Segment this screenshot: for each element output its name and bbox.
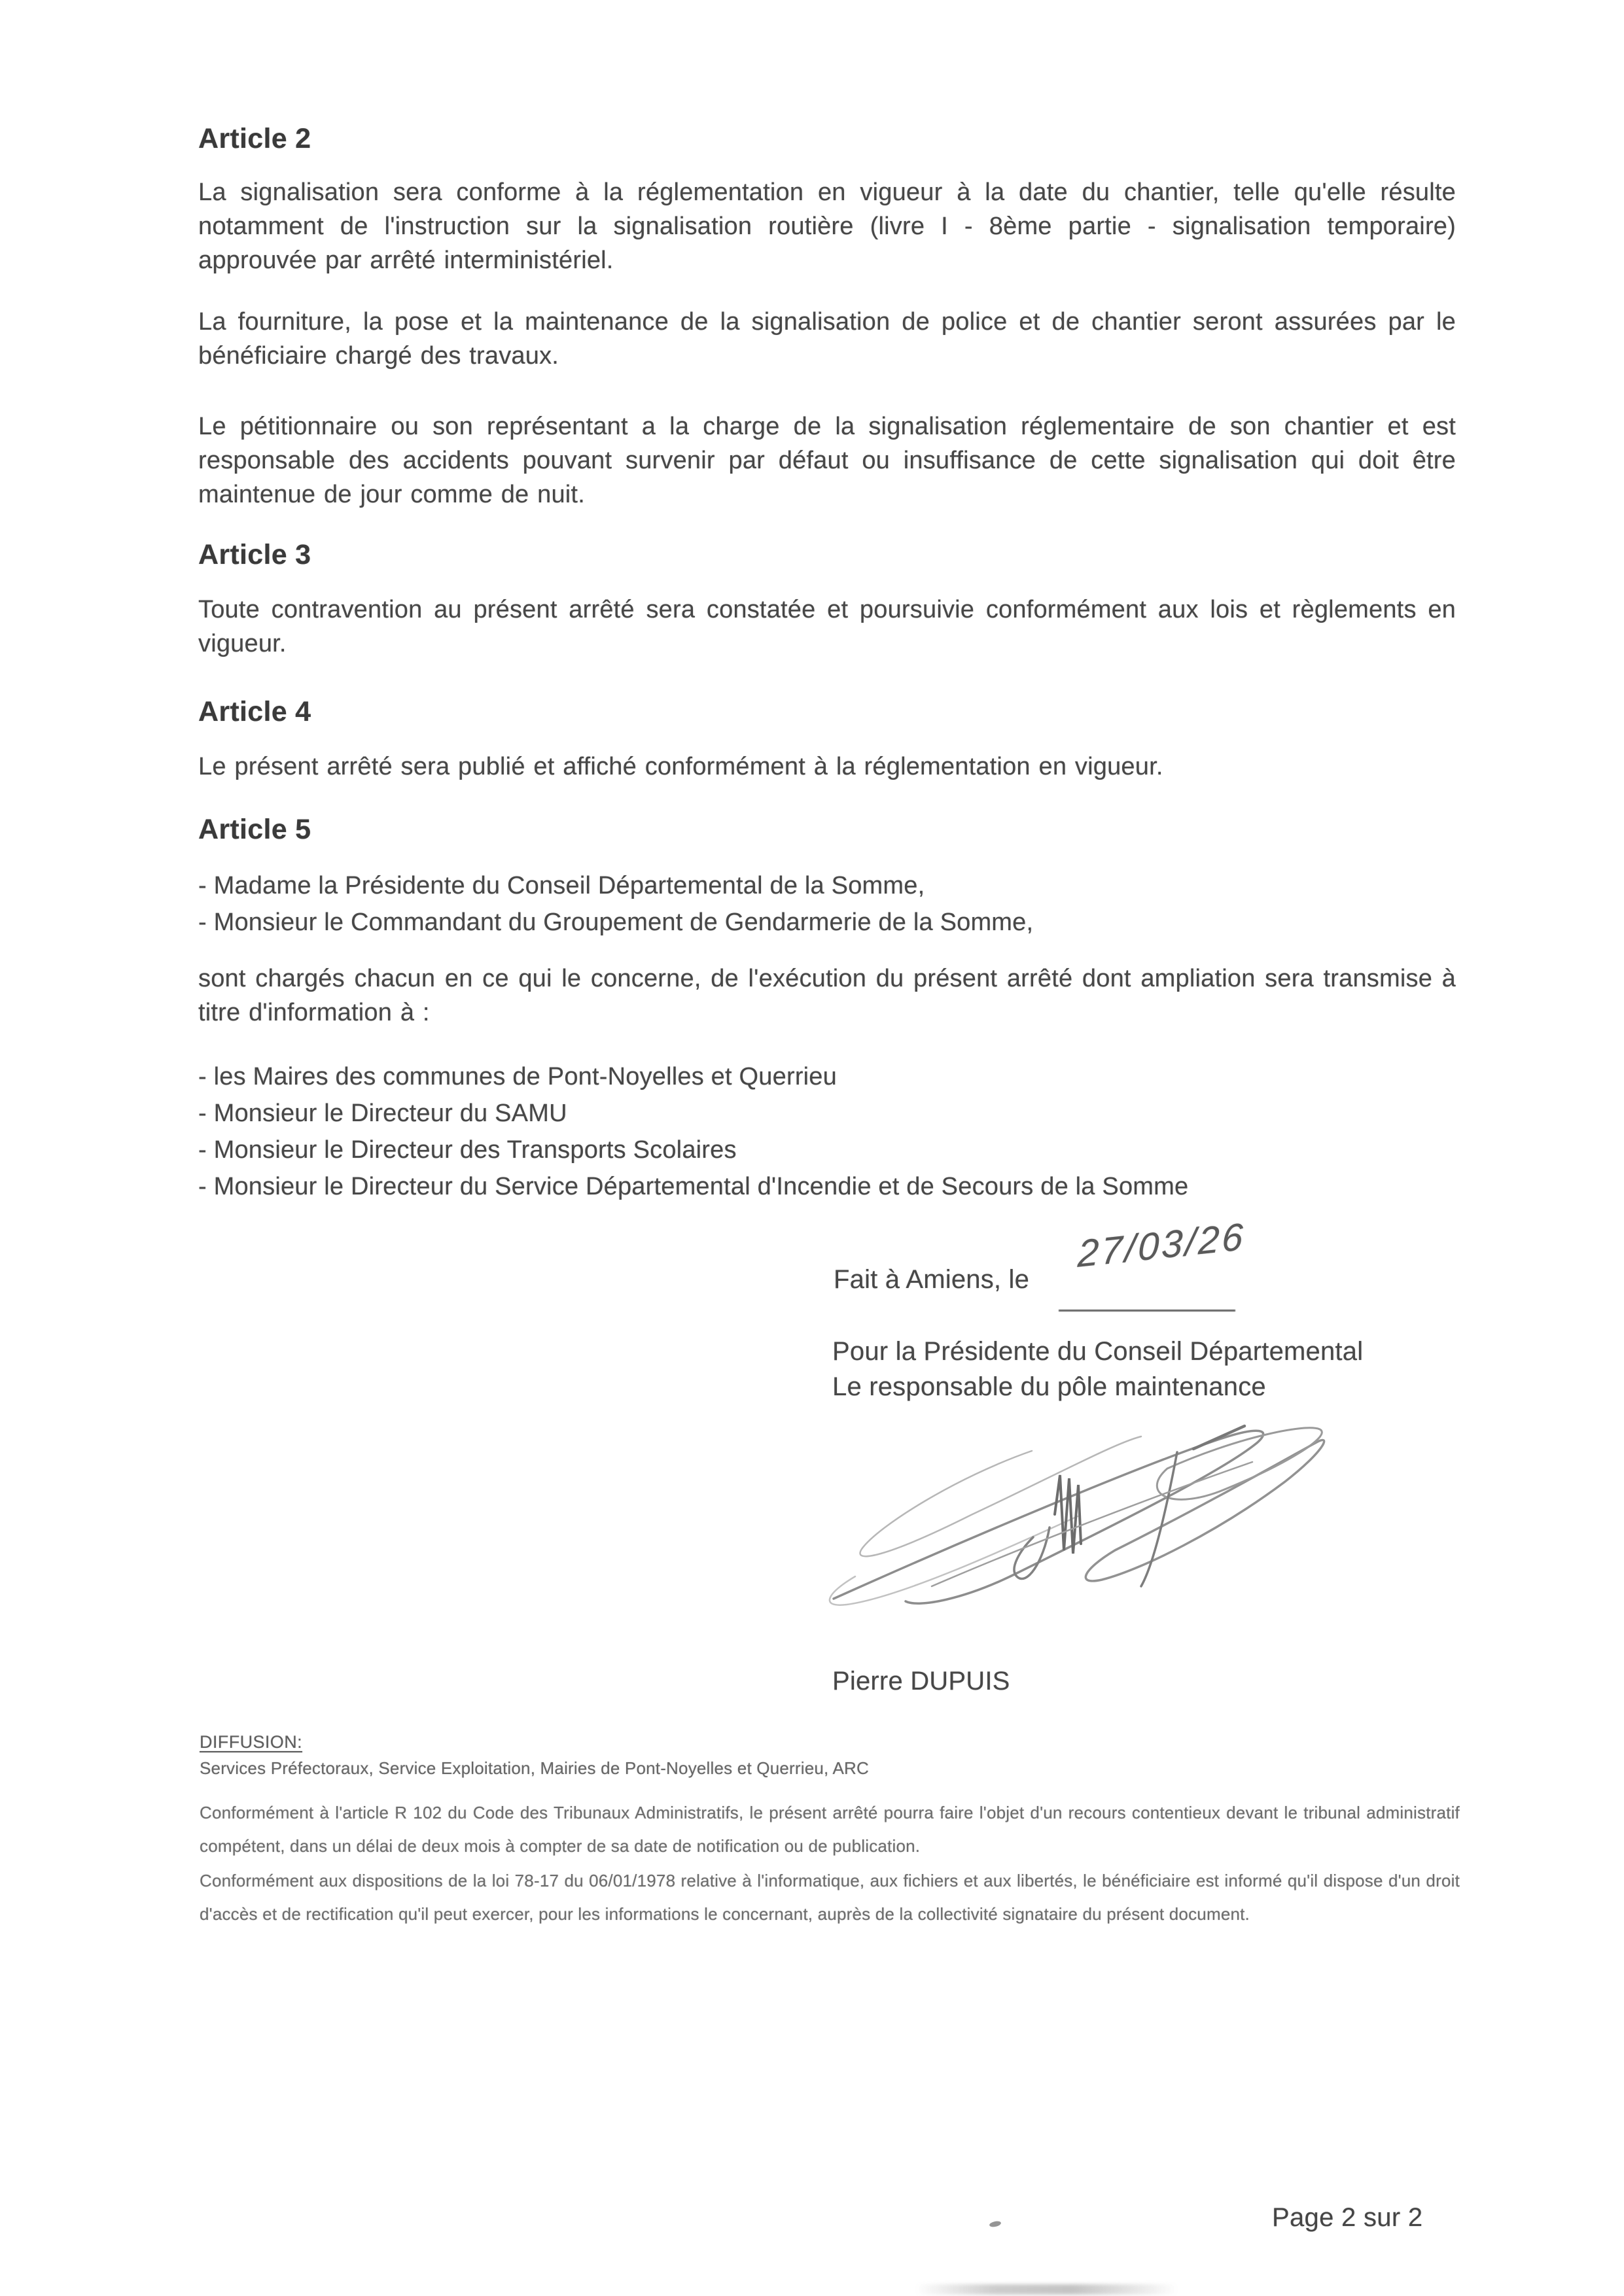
article-5-heading: Article 5: [198, 814, 311, 845]
diffusion-label: DIFFUSION:: [200, 1732, 302, 1752]
legal-notice-recours: Conformément à l'article R 102 du Code des Tribunaux Administratifs, le présent arrêté pourra faire l'objet d'un recours contentieux devant le tribunal administratif compétent, dans un délai de deux mois à compter de sa date de notification ou de publication.: [200, 1803, 1460, 1856]
article-3-heading: Article 3: [198, 539, 311, 570]
article-4-paragraph-1: Le présent arrêté sera publié et affiché conformément à la réglementation en vigueur.: [198, 753, 1163, 780]
signatory-name: Pierre DUPUIS: [832, 1667, 1010, 1696]
article-3-paragraph-1: Toute contravention au présent arrêté sera constatée et poursuivie conformément aux lois et règlements en vigueur.: [198, 596, 1456, 657]
article-2-paragraph-1: La signalisation sera conforme à la réglementation en vigueur à la date du chantier, telle qu'elle résulte notamment de l'instruction sur la signalisation routière (livre I - 8ème partie - signalisation temporaire) approuvée par arrêté interministériel.: [198, 179, 1456, 274]
diffusion-recipients: Services Préfectoraux, Service Exploitation, Mairies de Pont-Noyelles et Querrieu, ARC: [200, 1758, 869, 1778]
article-4-heading: Article 4: [198, 696, 311, 727]
list-item: - les Maires des communes de Pont-Noyelles et Querrieu: [198, 1063, 837, 1090]
role-line: Le responsable du pôle maintenance: [832, 1372, 1266, 1401]
scan-artifact-smudge: [916, 2284, 1178, 2295]
primary-recipients-list: [198, 867, 1033, 941]
scan-artifact-dot: [989, 2220, 1001, 2228]
article-2-paragraph-2: La fourniture, la pose et la maintenance de la signalisation de police et de chantier seront assurées par le bénéficiaire chargé des travaux.: [198, 308, 1456, 370]
on-behalf-line: Pour la Présidente du Conseil Départemental: [832, 1337, 1364, 1366]
article-5-charge-paragraph: sont chargés chacun en ce qui le concerne, de l'exécution du présent arrêté dont ampliation sera transmise à titre d'information à :: [198, 965, 1456, 1026]
article-2-heading: Article 2: [198, 123, 311, 154]
article-2-paragraph-3: Le pétitionnaire ou son représentant a la charge de la signalisation réglementaire de son chantier et est responsable des accidents pouvant survenir par défaut ou insuffisance de cette signalisation qui doit être maintenue de jour comme de nuit.: [198, 413, 1456, 508]
signature-scribble: [800, 1412, 1331, 1608]
handwritten-date: 27/03/26: [1077, 1215, 1246, 1276]
list-item: - Madame la Présidente du Conseil Départemental de la Somme,: [198, 872, 925, 899]
information-recipients-list: [198, 1058, 1188, 1205]
list-item: - Monsieur le Directeur des Transports Scolaires: [198, 1136, 737, 1164]
list-item: - Monsieur le Commandant du Groupement de Gendarmerie de la Somme,: [198, 909, 1034, 936]
page-number: Page 2 sur 2: [1272, 2203, 1423, 2232]
list-item: - Monsieur le Directeur du SAMU: [198, 1100, 567, 1127]
legal-notice-informatique: Conformément aux dispositions de la loi 78-17 du 06/01/1978 relative à l'informatique, aux fichiers et aux libertés, le bénéficiaire est informé qu'il dispose d'un droit d'accès et de rectification qu'il peut exercer, pour les informations le concernant, auprès de la collectivité signataire du présent document.: [200, 1871, 1460, 1924]
list-item: - Monsieur le Directeur du Service Départemental d'Incendie et de Secours de la Somme: [198, 1173, 1189, 1200]
place-date-label: Fait à Amiens, le: [834, 1265, 1030, 1294]
